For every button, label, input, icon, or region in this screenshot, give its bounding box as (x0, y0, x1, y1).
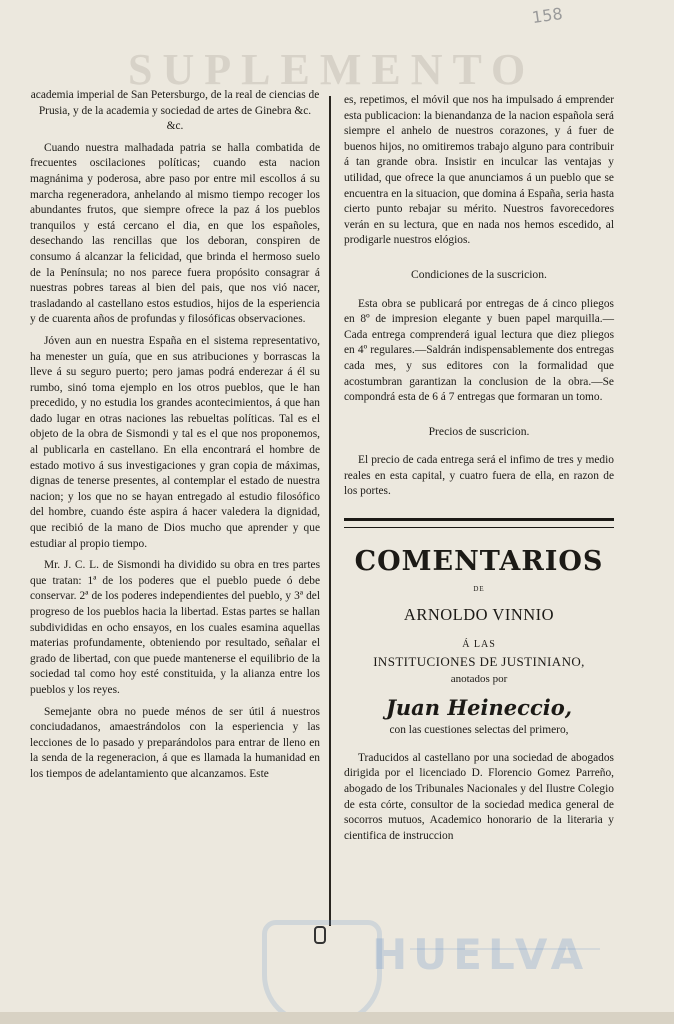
title-connector-2: Á LAS (462, 638, 496, 650)
subtitle: INSTITUCIONES DE JUSTINIANO, (373, 654, 585, 670)
body-paragraph: Cuando nuestra malhadada patria se halla combatida de frecuentes oscilaciones políticas; cuando esta nacion magnánima y poderosa, abre paso por entre mil escollos á su marcha regeneradora, anhelando al mismo tiempo recoger los abundantes frutos, que siempre ofrece la paz á los pueblos tranquilos y está cercano el dia, en que los españoles, desechando las rencillas que los deboran, conspiren de consumo á alcanzar la felicidad, que brinda el hermoso suelo de la Península; no nos parece fuera propósito consagrar á nuestras pobres tareas al bien del pais, que nos vió nacer, trasladando al castellano estos estudios, hijos de la esperiencia y de cuarenta años de profundas y filosóficas observaciones. (30, 141, 320, 326)
conditions-paragraph: Esta obra se publicará por entregas de á cinco pliegos en 8º de impresion elegante y buen papel marquilla.—Cada entrega comprenderá igual lectura que diez pliegos en 4º regulares.—Saldrán indispensablemente dos entregas cada mes, y sus editores con la formalidad que acostumbran garantizan la conclusion de la obra.—Se compondrá esta de 6 á 7 entregas que formaran un tomo. (344, 297, 614, 404)
body-paragraph: Jóven aun en nuestra España en el sistema representativo, ha menester un guía, que en sus atribuciones y borrascas la lleve á su seguro puerto; pero jamas podrá enderezar á él su rumbo, sinó toma ejemplo en los otros pueblos, que le han precedido, y no estudia los grandes acontecimientos, á que han dado lugar en otras naciones las rebueltas políticas. Tal es el objeto de la obra de Sismondi y tal es el que nos proponemos, al publicarla en castellano. En ella encontrará el hombre de estado motivo á sus investigaciones y gran copia de máximas, dignas de tenerse presentes, al contemplar el estado de nuestra nacion; y los que no se hayan entregado al estudio filosófico del hombre, cuando éste aspira á hacer valedera la dignidad, que recibió de la mano de Dios mucho que aprender y que estudiar al propio tiempo. (30, 334, 320, 550)
title-connector: DE (473, 584, 485, 593)
right-column (344, 93, 614, 850)
conditions-heading: Condiciones de la suscricion. (411, 267, 547, 281)
annotated-by: anotados por (450, 673, 508, 686)
prices-heading: Precios de suscricion. (428, 424, 530, 438)
translation-paragraph: Traducidos al castellano por una sociedad de abogados dirigida por el licenciado D. Florencio Gomez Parreño, abogado de los Tribunales Nacionales y del Ilustre Colegio de esta córte, consultor de la sociedad medica general de socorros mutuos, Academico honorario de la literaria y cientifica de instruccion (344, 751, 614, 842)
column-divider (329, 96, 331, 926)
left-column (30, 88, 320, 789)
body-paragraph: Mr. J. C. L. de Sismondi ha dividido su obra en tres partes que tratan: 1ª de los poderes que el pueblo puede ó debe conservar. 2ª de los poderes independientes del pueblo, y 3ª del progreso de los pueblos hacia la libertad. Estas partes se hallan subdivididas en ocho ensayos, en los cuales esamina aquellas materias profundamente, obteniendo por resultado, señalar el grado de libertad, con que puede mantenerse el equilibrio de la sociedad tal como hoy esté constituida, y la alianza entre los pueblos y los reyes. (30, 559, 320, 696)
watermark-seal (262, 920, 382, 1024)
body-paragraph: es, repetimos, el móvil que nos ha impulsado á emprender esta publicacion: la bienandanza de la nacion española será siempre el anhelo de nuestros corazones, y á fuer de buenos hijos, no omitiremos trabajo alguno para contribuir á tan grande obra. Insistir en inculcar las ventajas y utilidad, que ofrece la que anunciamos á un pueblo que se encuentra en la situacion, que domina á España, seria hasta cierto punto rebajar su mérito. Nuestros favorecedores verán en su lectura, que en nada nos hemos escedido, al prodigarle nuestros elógios. (344, 94, 614, 247)
watermark-text: HUELVA (372, 930, 590, 979)
section-rule (344, 518, 614, 528)
work-title: COMENTARIOS (354, 546, 604, 578)
author-name: ARNOLDO VINNIO (403, 605, 555, 625)
bleed-through-heading: SUPLEMENTO (128, 45, 536, 94)
prices-paragraph: El precio de cada entrega será el infimo de tres y medio reales en esta capital, y cuatro fuera de ella, en razon de los portes. (344, 454, 614, 498)
intro-paragraph: academia imperial de San Petersburgo, de la real de ciencias de Prusia, y de la academia y sociedad de artes de Ginebra &c. &c. (30, 89, 320, 133)
body-paragraph: Semejante obra no puede ménos de ser útil á nuestros conciudadanos, amaestrándolos con la esperiencia y las lecciones de lo pasado y preparándolos para entrar de lleno en la senda de la regeneracion, á que es llamada la humanidad en los tiempos de adelantamiento que alcanzamos. Este (30, 705, 320, 780)
selected-questions: con las cuestiones selectas del primero, (389, 724, 569, 737)
handwritten-page-number: 158 (530, 3, 564, 28)
page-bottom-edge (0, 1012, 674, 1024)
annotator-name: Juan Heineccio, (385, 694, 573, 720)
